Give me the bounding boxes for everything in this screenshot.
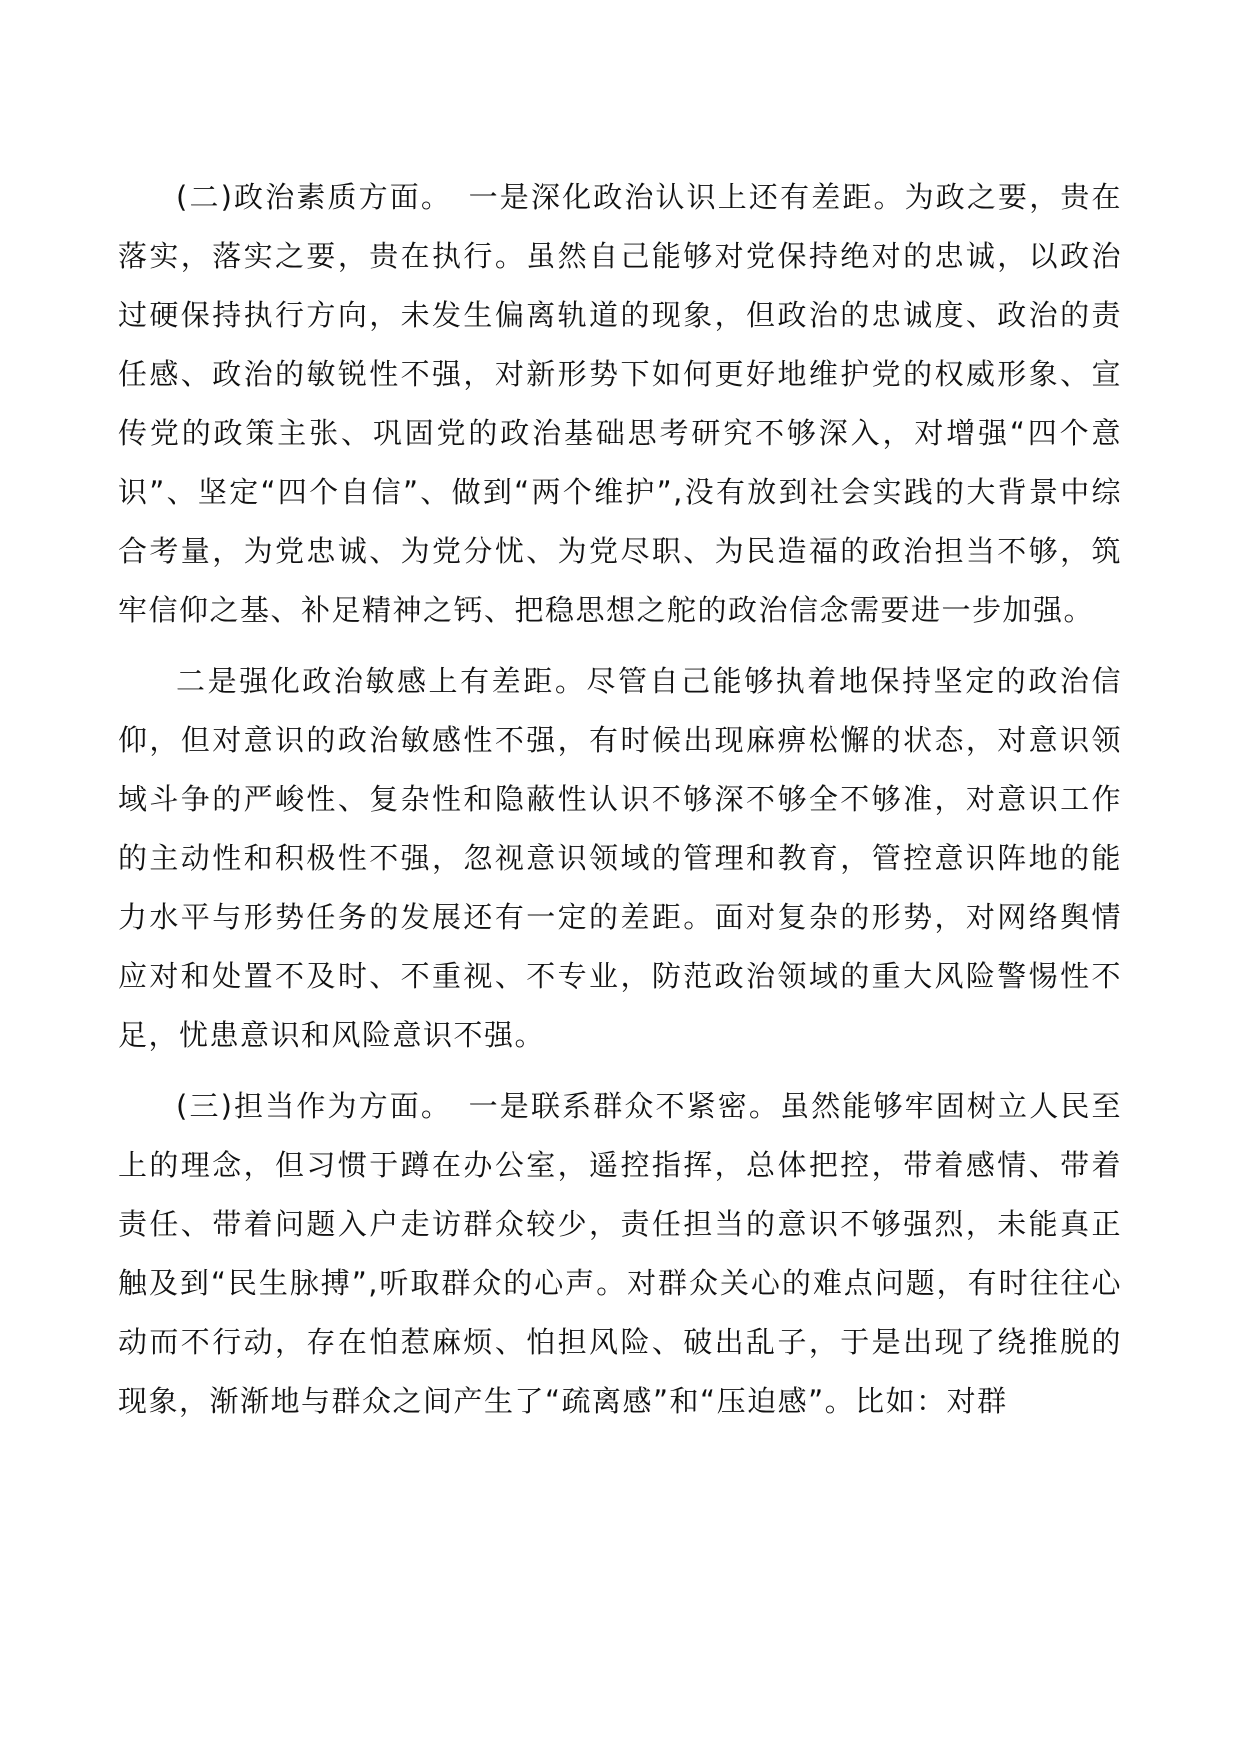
section-heading-political-quality: (二)政治素质方面。 (176, 180, 438, 214)
paragraph-political-quality (118, 168, 1122, 640)
document-body (118, 168, 1122, 1443)
paragraph-responsibility (118, 1077, 1122, 1431)
paragraph-text: 二是强化政治敏感上有差距。尽管自己能够执着地保持坚定的政治信仰，但对意识的政治敏感性不强，有时候出现麻痹松懈的状态，对意识领域斗争的严峻性、复杂性和隐蔽性认识不够深不够全不够准，对意识工作的主动性和积极性不强，忽视意识领域的管理和教育，管控意识阵地的能力水平与形势任务的发展还有一定的差距。面对复杂的形势，对网络舆情应对和处置不及时、不重视、不专业，防范政治领域的重大风险警惕性不足，忧患意识和风险意识不强。 (118, 664, 1122, 1052)
section-heading-responsibility: (三)担当作为方面。 (176, 1089, 438, 1123)
paragraph-political-sensitivity (118, 652, 1122, 1065)
paragraph-text: 一是联系群众不紧密。虽然能够牢固树立人民至上的理念，但习惯于蹲在办公室，遥控指挥，总体把控，带着感情、带着责任、带着问题入户走访群众较少，责任担当的意识不够强烈，未能真正触及到“民生脉搏”,听取群众的心声。对群众关心的难点问题，有时往往心动而不行动，存在怕惹麻烦、怕担风险、破出乱子，于是出现了绕推脱的现象，渐渐地与群众之间产生了“疏离感”和“压迫感”。比如：对群 (118, 1089, 1122, 1418)
paragraph-text: 一是深化政治认识上还有差距。为政之要，贵在落实，落实之要，贵在执行。虽然自己能够对党保持绝对的忠诚，以政治过硬保持执行方向，未发生偏离轨道的现象，但政治的忠诚度、政治的责任感、政治的敏锐性不强，对新形势下如何更好地维护党的权威形象、宣传党的政策主张、巩固党的政治基础思考研究不够深入，对增强“四个意识”、坚定“四个自信”、做到“两个维护”,没有放到社会实践的大背景中综合考量，为党忠诚、为党分忧、为党尽职、为民造福的政治担当不够，筑牢信仰之基、补足精神之钙、把稳思想之舵的政治信念需要进一步加强。 (118, 180, 1122, 627)
